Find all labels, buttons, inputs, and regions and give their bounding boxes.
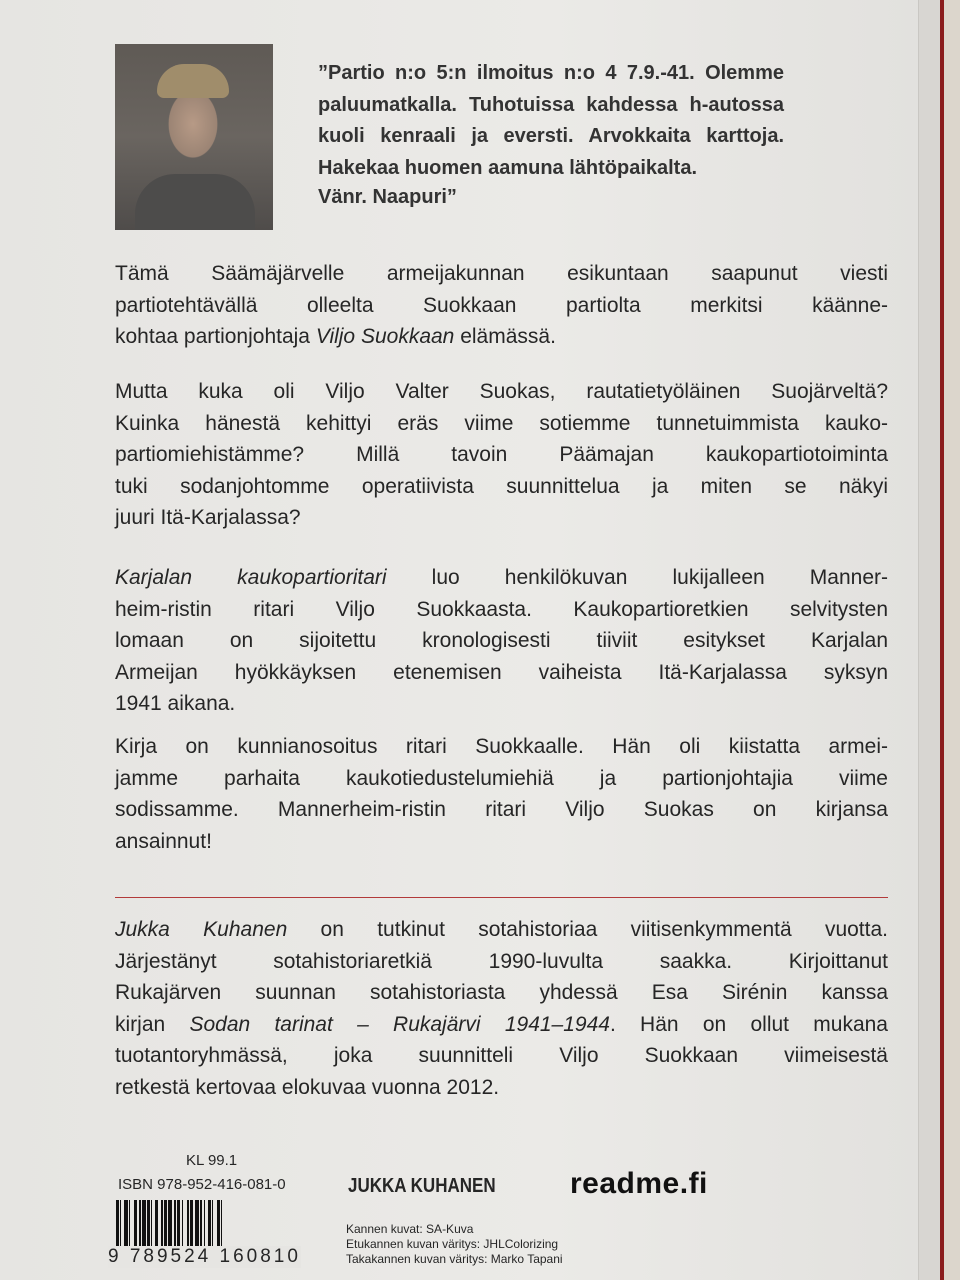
text: kohtaa partionjohtaja [115,325,316,348]
text: partiomiehistämme? Millä tavoin Päämajan kaukopartiotoiminta [115,443,888,466]
text: Mutta kuka oli Viljo Valter Suokas, rautatietyöläinen Suojärveltä? [115,380,888,403]
text: lomaan on sijoitettu kronologisesti tiiviit esitykset Karjalan [115,629,888,652]
quote-line: ”Partio n:o 5:n ilmoitus n:o 4 7.9.-41. Olemme [318,62,784,84]
italic-text: Sodan tarinat – Rukajärvi 1941–1944 [189,1012,610,1036]
text: Rukajärven suunnan sotahistoriasta yhdessä Esa Sirénin kanssa [115,981,888,1004]
image-credits [346,1222,563,1267]
text: sodissamme. Mannerheim-ristin ritari Viljo Suokas on kirjansa [115,798,888,821]
text: juuri Itä-Karjalassa? [115,506,301,529]
paragraph [115,914,888,1103]
paragraph-line [115,290,888,322]
text: ansainnut! [115,829,212,853]
paragraph-line [115,1040,888,1072]
italic-text: Viljo Suokkaan [315,325,455,348]
paragraph-line [115,763,888,795]
paragraph-line [115,688,888,720]
paragraph-line [115,408,888,440]
paragraph-line [115,1009,888,1041]
divider-rule [115,897,888,898]
text: luo henkilökuvan lukijalleen Manner- [386,566,888,589]
text: tuki sodanjohtomme operatiivista suunnittelua ja miten se näkyi [115,474,888,498]
text: partiotehtävällä olleelta Suokkaan partiolta merkitsi käänne- [115,293,888,317]
paragraph [115,376,888,534]
barcode [108,1200,320,1266]
paragraph-line [115,321,888,353]
paragraph-line [115,731,888,763]
paragraph-line [115,439,888,471]
credit-line: Etukannen kuvan väritys: JHLColorizing [346,1237,559,1251]
paragraph [115,731,888,857]
text: jamme parhaita kaukotiedustelumiehiä ja partionjohtajia viime [115,766,888,790]
text: Kirja on kunnianosoitus ritari Suokkaalle. Hän oli kiistatta armei- [115,735,888,758]
italic-text: Jukka Kuhanen [115,918,288,941]
credit-line: Takakannen kuvan väritys: Marko Tapani [346,1252,563,1266]
cover-edge [918,0,941,1280]
paragraph-line [115,914,888,946]
italic-text: Karjalan kaukopartioritari [115,566,387,589]
text: Järjestänyt sotahistoriaretkiä 1990-luvulta saakka. Kirjoittanut [115,949,888,973]
paragraph-line [115,657,888,689]
text: on tutkinut sotahistoriaa viitisenkymmentä vuotta. [287,918,888,941]
paragraph-line [115,562,888,594]
paragraph [115,562,888,720]
credit-line: Kannen kuvat: SA-Kuva [346,1222,474,1236]
page-edge [944,0,960,1280]
paragraph-line [115,794,888,826]
paragraph-line [115,594,888,626]
quote-line: kuoli kenraali ja eversti. Arvokkaita karttoja. [318,125,784,147]
text: retkestä kertovaa elokuvaa vuonna 2012. [115,1075,500,1099]
text: Armeijan hyökkäyksen etenemisen vaiheista Itä-Karjalassa syksyn [115,660,888,684]
paragraph-line [115,625,888,657]
isbn: ISBN 978-952-416-081-0 [118,1176,286,1193]
paragraph-line [115,471,888,503]
text: 1941 aikana. [115,692,236,715]
publisher-logo: readme.fi [570,1167,708,1200]
text: heim-ristin ritari Viljo Suokkaasta. Kaukopartioretkien selvitysten [115,597,888,621]
paragraph [115,258,888,353]
portrait-photo [115,44,273,230]
paragraph-line [115,1072,888,1104]
library-class: KL 99.1 [186,1152,238,1169]
barcode-number: 9 789524 160810 [108,1246,301,1267]
text: elämässä. [454,325,556,348]
quote-line: Hakekaa huomen aamuna lähtöpaikalta. [318,156,698,179]
text: . Hän on ollut mukana [609,1012,888,1036]
text: tuotantoryhmässä, joka suunnitteli Viljo Suokkaan viimeisestä [115,1044,888,1067]
author-name: JUKKA KUHANEN [348,1175,496,1197]
quote-signature: Vänr. Naapuri” [318,186,457,208]
text: Tämä Säämäjärvelle armeijakunnan esikuntaan saapunut viesti [115,262,888,285]
quote-block [318,58,784,214]
paragraph-line [115,376,888,408]
paragraph-line [115,946,888,978]
text: kirjan [115,1012,190,1036]
text: Kuinka hänestä kehittyi eräs viime sotiemme tunnetuimmista kauko- [115,411,888,435]
paragraph-line [115,258,888,290]
paragraph-line [115,502,888,534]
paragraph-line [115,826,888,858]
quote-line: paluumatkalla. Tuhotuissa kahdessa h-autossa [318,93,784,116]
paragraph-line [115,977,888,1009]
